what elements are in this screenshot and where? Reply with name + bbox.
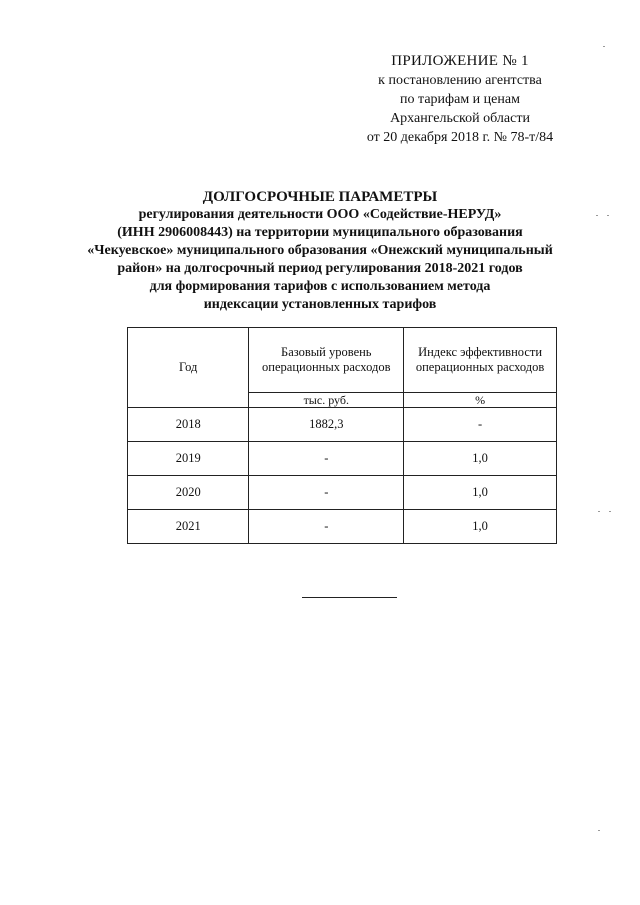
scan-speck [607, 215, 609, 216]
cell-efficiency-index: 1,0 [404, 510, 557, 544]
annex-line-3: по тарифам и ценам [400, 92, 520, 107]
annex-number: ПРИЛОЖЕНИЕ № 1 [391, 53, 529, 69]
signature-line [302, 597, 397, 598]
title-line-4: район» на долгосрочный период регулирования 2018-2021 годов [117, 261, 523, 276]
cell-efficiency-index: 1,0 [404, 476, 557, 510]
document-title [80, 188, 560, 314]
scan-speck [598, 830, 600, 831]
cell-year: 2019 [128, 442, 249, 476]
scan-speck [598, 511, 600, 512]
header-efficiency-index: Индекс эффективности операционных расходов [404, 328, 557, 393]
cell-base-level: 1882,3 [249, 408, 404, 442]
cell-year: 2018 [128, 408, 249, 442]
cell-year: 2020 [128, 476, 249, 510]
cell-base-level: - [249, 476, 404, 510]
title-line-5: для формирования тарифов с использованием метода [149, 279, 491, 294]
cell-efficiency-index: - [404, 408, 557, 442]
table-row [128, 476, 557, 510]
annex-line-2: к постановлению агентства [378, 73, 542, 88]
cell-base-level: - [249, 442, 404, 476]
annex-header [330, 52, 590, 147]
parameters-table [127, 327, 557, 544]
scan-speck [596, 215, 598, 216]
annex-line-4: Архангельской области [390, 111, 530, 126]
unit-base-level: тыс. руб. [249, 393, 404, 408]
scan-speck [609, 511, 611, 512]
header-base-level: Базовый уровень операционных расходов [249, 328, 404, 393]
table-header-row [128, 328, 557, 393]
table-row [128, 510, 557, 544]
title-line-1: регулирования деятельности ООО «Содействие-НЕРУД» [138, 207, 502, 222]
title-line-3: «Чекуевское» муниципального образования «Онежский муниципальный [87, 243, 553, 258]
cell-base-level: - [249, 510, 404, 544]
header-year: Год [128, 328, 249, 408]
table-row [128, 408, 557, 442]
title-line-6: индексации установленных тарифов [203, 297, 437, 312]
table-row [128, 442, 557, 476]
unit-efficiency-index: % [404, 393, 557, 408]
title-line-2: (ИНН 2906008443) на территории муниципального образования [117, 225, 523, 240]
annex-date: от 20 декабря 2018 г. № 78-т/84 [366, 130, 554, 145]
cell-year: 2021 [128, 510, 249, 544]
title-heading: ДОЛГОСРОЧНЫЕ ПАРАМЕТРЫ [202, 189, 438, 205]
scan-speck [603, 46, 605, 47]
cell-efficiency-index: 1,0 [404, 442, 557, 476]
